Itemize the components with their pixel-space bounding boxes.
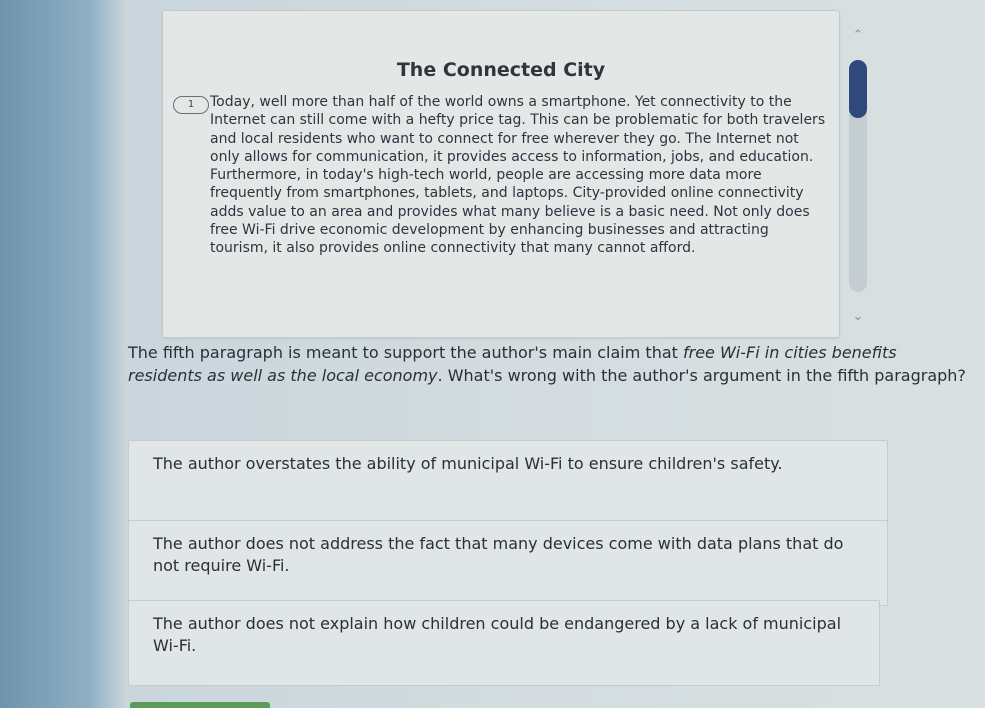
answer-option-b[interactable]	[128, 520, 888, 606]
answer-option-text: The author overstates the ability of municipal Wi-Fi to ensure children's safety.	[153, 454, 783, 473]
question-claim: free Wi-Fi in cities benefits residents as well as the local economy	[128, 343, 897, 385]
paragraph-number-badge: 1	[173, 96, 209, 114]
answer-option-c[interactable]	[128, 600, 880, 686]
answer-option-text: The author does not explain how children could be endangered by a lack of municipal Wi-Fi.	[153, 614, 842, 655]
chevron-down-icon[interactable]: ⌄	[852, 309, 864, 324]
chevron-up-icon[interactable]: ⌃	[852, 28, 864, 43]
scrollbar-thumb[interactable]	[849, 60, 867, 118]
passage-title: The Connected City	[396, 59, 606, 81]
answer-option-a[interactable]	[128, 440, 888, 523]
question-prompt	[128, 342, 973, 387]
action-button-edge[interactable]	[130, 702, 270, 708]
passage-panel	[162, 10, 840, 338]
question-text-part1: The fifth paragraph is meant to support the author's main claim that	[128, 343, 683, 362]
passage-text: Today, well more than half of the world owns a smartphone. Yet connectivity to the Internet can still come with a hefty price tag. This can be problematic for both travelers and local residents who want to connect for free wherever they go. The Internet not only allows for communication, it provides access to information, jobs, and education. Furthermore, in today's high-tech world, people are accessing more data more frequently from smartphones, tablets, and laptops. City-provided online connectivity adds value to an area and provides what many believe is a basic need. Not only does free Wi-Fi drive economic development by enhancing businesses and attracting tourism, it also provides online connectivity that many cannot afford.	[210, 94, 826, 257]
answer-option-text: The author does not address the fact that many devices come with data plans that do not require Wi-Fi.	[153, 534, 844, 575]
question-text-part2: . What's wrong with the author's argument in the fifth paragraph?	[437, 365, 966, 385]
